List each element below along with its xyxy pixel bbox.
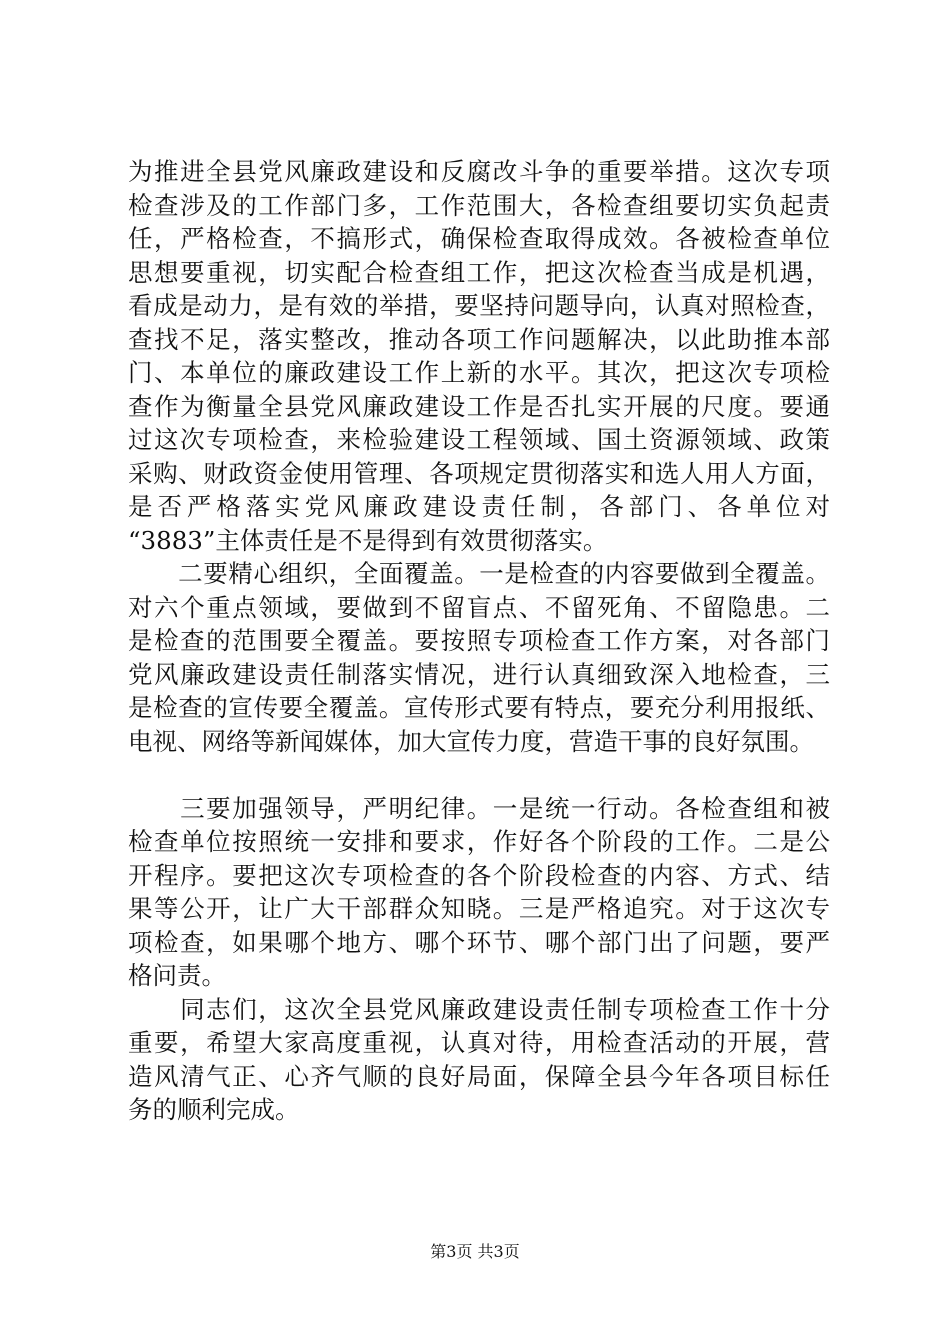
text-line: 项检查，如果哪个地方、哪个环节、哪个部门出了问题，要严 (128, 927, 830, 957)
text-line: 电视、网络等新闻媒体，加大宣传力度，营造干事的良好氛围。 (128, 726, 814, 756)
text-line: 过这次专项检查，来检验建设工程领域、国土资源领域、政策 (128, 425, 830, 454)
text-line: 对六个重点领域，要做到不留盲点、不留死角、不留隐患。二 (128, 592, 830, 622)
text-line: 查找不足，落实整改，推动各项工作问题解决，以此助推本部 (128, 324, 830, 354)
text-line: 看成是动力，是有效的举措，要坚持问题导向，认真对照检查， (128, 291, 830, 320)
text-line: 造风清气正、心齐气顺的良好局面，保障全县今年各项目标任 (128, 1061, 830, 1091)
text-line: 任，严格检查，不搞形式，确保检查取得成效。各被检查单位 (128, 224, 830, 253)
text-line: 同志们，这次全县党风廉政建设责任制专项检查工作十分 (128, 994, 830, 1024)
text-line: 格问责。 (128, 961, 226, 990)
text-line: 三要加强领导，严明纪律。一是统一行动。各检查组和被 (128, 793, 830, 823)
text-line: 重要，希望大家高度重视，认真对待，用检查活动的开展，营 (128, 1028, 830, 1057)
text-line: 查作为衡量全县党风廉政建设工作是否扎实开展的尺度。要通 (128, 391, 830, 421)
document-body (128, 155, 830, 1127)
text-line: 是检查的宣传要全覆盖。宣传形式要有特点，要充分利用报纸、 (128, 693, 830, 722)
text-line: 二要精心组织，全面覆盖。一是检查的内容要做到全覆盖。 (128, 559, 830, 588)
text-line: 务的顺利完成。 (128, 1095, 300, 1124)
text-line: 采购、财政资金使用管理、各项规定贯彻落实和选人用人方面， (128, 458, 830, 488)
text-line: 门、本单位的廉政建设工作上新的水平。其次，把这次专项检 (128, 358, 830, 387)
text-line: 检查涉及的工作部门多，工作范围大，各检查组要切实负起责 (128, 190, 830, 220)
text-line: 检查单位按照统一安排和要求，作好各个阶段的工作。二是公 (128, 827, 830, 856)
text-line: 思想要重视，切实配合检查组工作，把这次检查当成是机遇， (128, 257, 830, 287)
text-line: 为推进全县党风廉政建设和反腐改斗争的重要举措。这次专项 (128, 157, 830, 186)
paragraph-gap (128, 758, 830, 792)
page-footer: 第3页 共3页 (430, 1242, 520, 1261)
text-line: 开程序。要把这次专项检查的各个阶段检查的内容、方式、结 (128, 860, 830, 890)
text-line: 果等公开，让广大干部群众知晓。三是严格追究。对于这次专 (128, 894, 830, 923)
text-line: “3883”主体责任是不是得到有效贯彻落实。 (128, 525, 608, 555)
text-line: 是检查的范围要全覆盖。要按照专项检查工作方案，对各部门 (128, 626, 830, 655)
text-line: 党风廉政建设责任制落实情况，进行认真细致深入地检查，三 (128, 659, 830, 689)
text-line: 是否严格落实党风廉政建设责任制，各部门、各单位对 (128, 492, 830, 521)
